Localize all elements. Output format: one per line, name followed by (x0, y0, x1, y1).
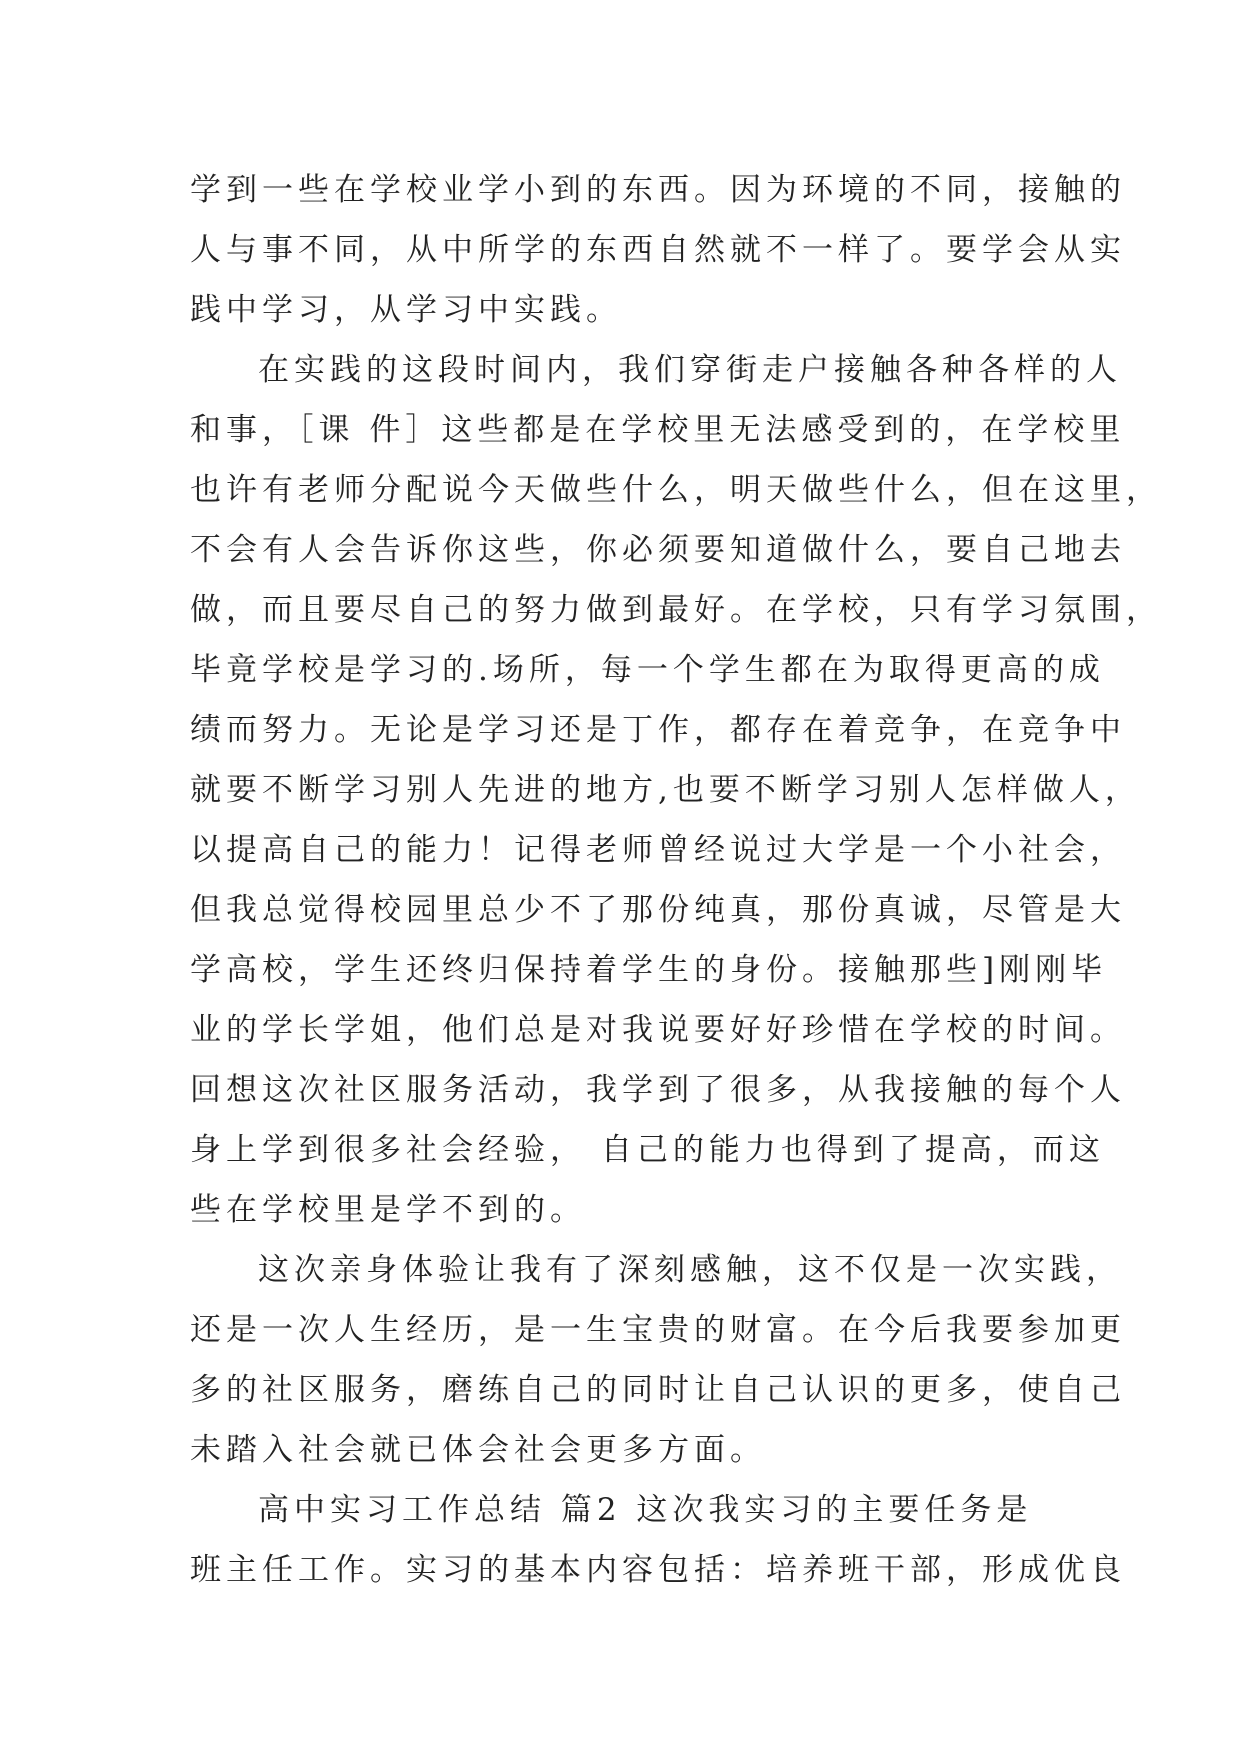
text-line: 和事，［课 件］这些都是在学校里无法感受到的，在学校里 (190, 412, 1126, 448)
text-line: 做，而且要尽自己的努力做到最好。在学校，只有学习氛围， (190, 592, 1162, 628)
text-line: 未踏入社会就已体会社会更多方面。 (190, 1432, 766, 1468)
text-line: 回想这次社区服务活动，我学到了很多，从我接触的每个人 (190, 1072, 1126, 1108)
text-line: 不会有人会告诉你这些，你必须要知道做什么，要自己地去 (190, 532, 1126, 568)
paragraph-first-line: 在实践的这段时间内，我们穿街走户接触各种各样的人 (258, 352, 1122, 388)
text-line: 就要不断学习别人先进的地方,也要不断学习别人怎样做人， (190, 772, 1141, 808)
text-line: 以提高自己的能力！记得老师曾经说过大学是一个小社会， (190, 832, 1126, 868)
document-body (190, 160, 1162, 1600)
text-line: 些在学校里是学不到的。 (190, 1192, 586, 1228)
text-line: 也许有老师分配说今天做些什么，明天做些什么，但在这里， (190, 472, 1162, 508)
text-line: 学到一些在学校业学小到的东西。因为环境的不同，接触的 (190, 172, 1126, 208)
text-line: 学高校，学生还终归保持着学生的身份。接触那些]刚刚毕 (190, 952, 1108, 988)
text-line: 班主任工作。实习的基本内容包括：培养班干部，形成优良 (190, 1552, 1126, 1588)
text-line: 但我总觉得校园里总少不了那份纯真，那份真诚，尽管是大 (190, 892, 1126, 928)
text-line: 践中学习，从学习中实践。 (190, 292, 622, 328)
text-line: 身上学到很多社会经验， 自己的能力也得到了提高，而这 (190, 1132, 1105, 1168)
text-line: 还是一次人生经历，是一生宝贵的财富。在今后我要参加更 (190, 1312, 1126, 1348)
text-line: 业的学长学姐，他们总是对我说要好好珍惜在学校的时间。 (190, 1012, 1126, 1048)
paragraph-first-line: 这次亲身体验让我有了深刻感触，这不仅是一次实践， (258, 1252, 1122, 1288)
text-line: 毕竟学校是学习的.场所，每一个学生都在为取得更高的成 (190, 652, 1105, 688)
text-line: 人与事不同，从中所学的东西自然就不一样了。要学会从实 (190, 232, 1126, 268)
text-line: 绩而努力。无论是学习还是丁作，都存在着竞争，在竞争中 (190, 712, 1126, 748)
section-heading-line: 高中实习工作总结 篇2 这次我实习的主要任务是 (258, 1492, 1033, 1528)
text-line: 多的社区服务，磨练自己的同时让自己认识的更多，使自己 (190, 1372, 1126, 1408)
